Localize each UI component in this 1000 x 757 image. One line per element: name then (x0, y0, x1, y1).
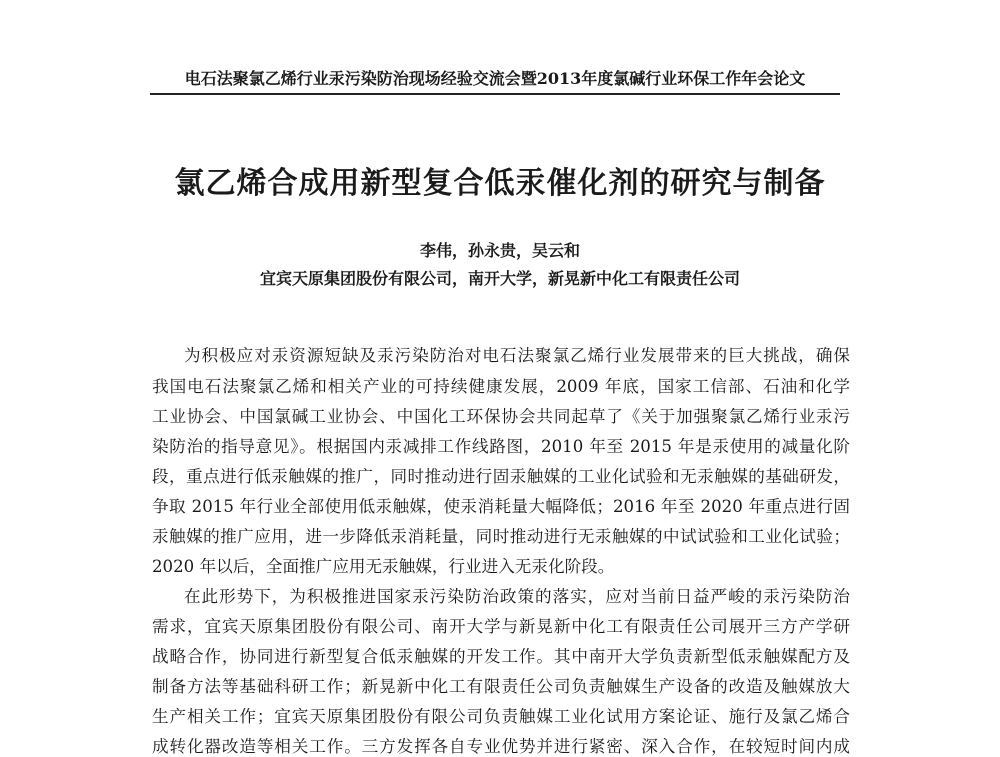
paper-title: 氯乙烯合成用新型复合低汞催化剂的研究与制备 (174, 166, 826, 201)
paragraph-1-line-6: 争取 2015 年行业全部使用低汞触媒，使汞消耗量大幅降低；2016 年至 2020 年重点进行固 (152, 497, 850, 516)
paragraph-1-line-5: 段，重点进行低汞触媒的推广，同时推动进行固汞触媒的工业化试验和无汞触媒的基础研发， (152, 467, 850, 486)
paragraph-1-line-1: 为积极应对汞资源短缺及汞污染防治对电石法聚氯乙烯行业发展带来的巨大挑战，确保 (184, 346, 850, 365)
paragraph-1-line-3: 工业协会、中国氯碱工业协会、中国化工环保协会共同起草了《关于加强聚氯乙烯行业汞污 (152, 407, 850, 426)
affiliations: 宜宾天原集团股份有限公司，南开大学，新晃新中化工有限责任公司 (259, 269, 740, 288)
paragraph-2-line-2: 需求，宜宾天原集团股份有限公司、南开大学与新晃新中化工有限责任公司展开三方产学研 (152, 617, 850, 636)
paragraph-2-line-3: 战略合作，协同进行新型复合低汞触媒的开发工作。其中南开大学负责新型低汞触媒配方及 (152, 647, 850, 666)
paragraph-1-line-7: 汞触媒的推广应用，进一步降低汞消耗量，同时推动进行无汞触媒的中试试验和工业化试验； (152, 527, 850, 546)
paragraph-2-line-5: 生产相关工作；宜宾天原集团股份有限公司负责触媒工业化试用方案论证、施行及氯乙烯合 (152, 707, 850, 726)
paragraph-2-line-1: 在此形势下，为积极推进国家汞污染防治政策的落实，应对当前日益严峻的汞污染防治 (184, 587, 850, 606)
paragraph-2-line-4: 制备方法等基础科研工作；新晃新中化工有限责任公司负责触媒生产设备的改造及触媒放大 (152, 677, 850, 696)
authors: 李伟，孙永贵，吴云和 (419, 241, 580, 260)
paragraph-1-line-8: 2020 年以后，全面推广应用无汞触媒，行业进入无汞化阶段。 (152, 557, 615, 576)
paragraph-2-line-6: 成转化器改造等相关工作。三方发挥各自专业优势并进行紧密、深入合作，在较短时间内成 (152, 737, 850, 756)
running-header: 电石法聚氯乙烯行业汞污染防治现场经验交流会暨2013年度氯碱行业环保工作年会论文 (184, 69, 806, 88)
paragraph-1-line-4: 染防治的指导意见》。根据国内汞减排工作线路图，2010 年至 2015 年是汞使用的减量化阶 (152, 437, 850, 456)
paragraph-1-line-2: 我国电石法聚氯乙烯和相关产业的可持续健康发展，2009 年底，国家工信部、石油和化学 (152, 377, 850, 396)
header-rule (150, 93, 840, 95)
